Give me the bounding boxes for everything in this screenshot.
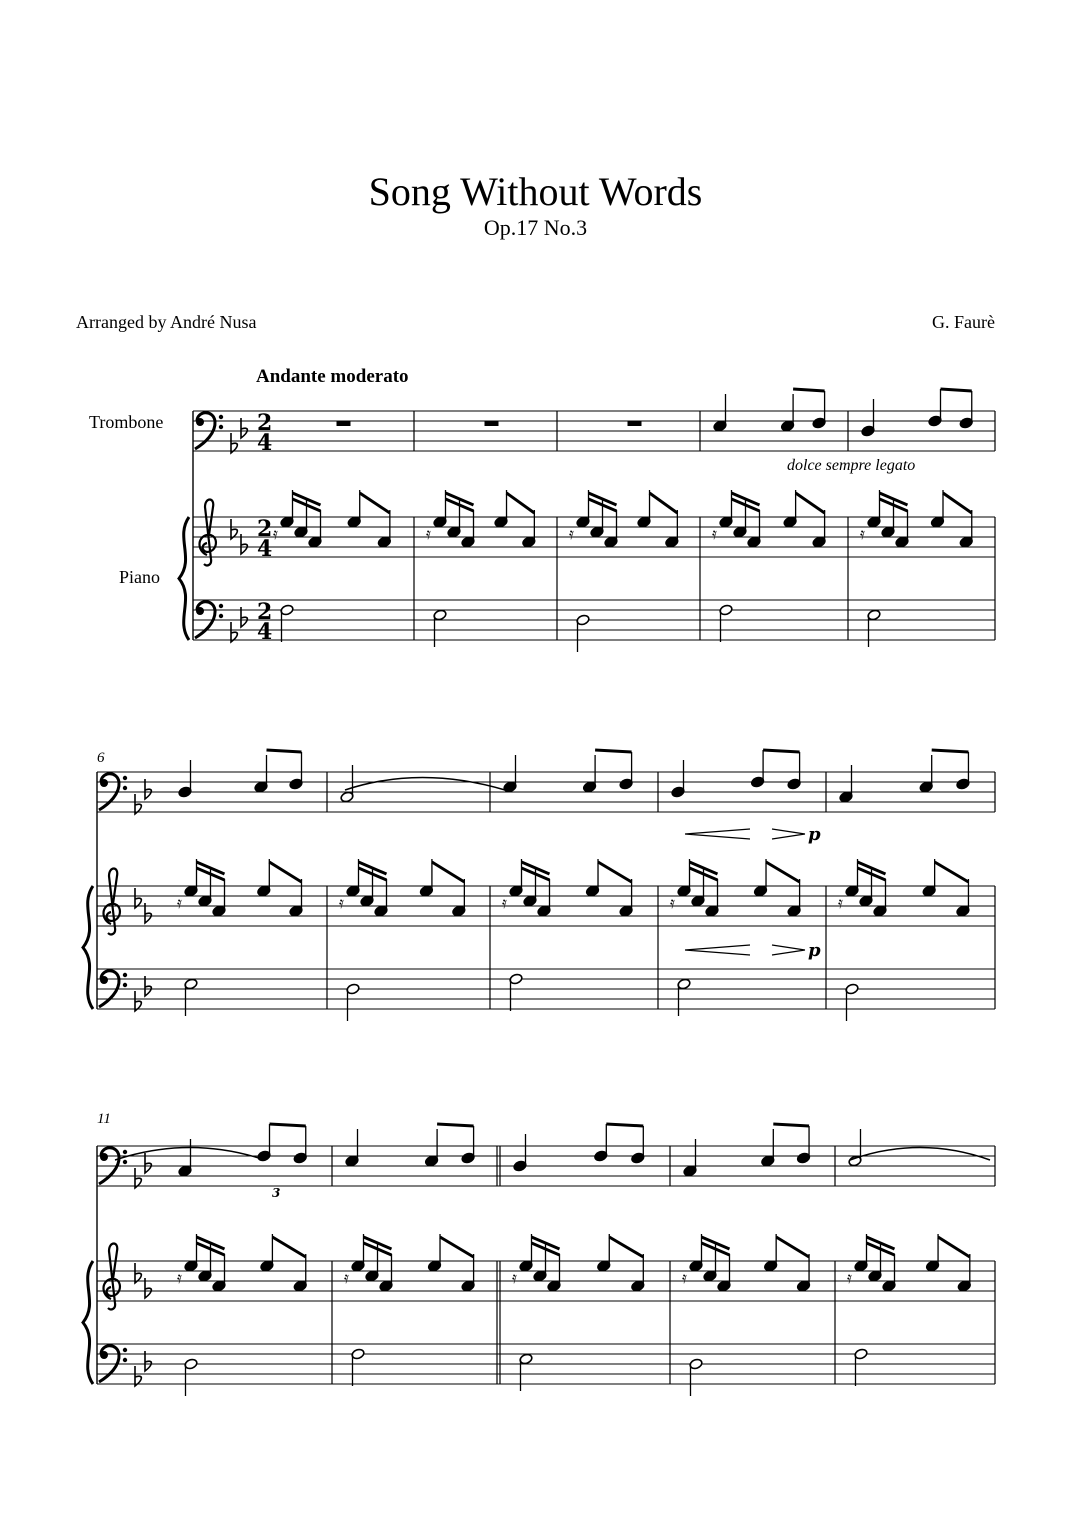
piano-treble-note: [787, 879, 801, 917]
beam: [267, 750, 302, 752]
piano-treble-note: [547, 1254, 561, 1292]
piano-treble-note: [747, 510, 761, 548]
treble-clef-icon: [200, 500, 216, 566]
piano-bass-staff: [97, 969, 995, 1009]
piano-brace: [179, 517, 189, 640]
piano-treble-note: [597, 1234, 611, 1272]
flat-icon: [135, 1263, 141, 1283]
trombone-note: [839, 765, 853, 803]
treble-clef-icon: [104, 869, 120, 935]
piano-treble-note: [461, 510, 475, 548]
tie: [850, 1148, 990, 1161]
piano-treble-note: [959, 510, 973, 548]
whole-rest: [628, 421, 642, 426]
piano-bass-note: [576, 614, 590, 652]
trombone-note: [928, 389, 942, 427]
trombone-staff: [97, 772, 995, 812]
beam: [796, 493, 825, 513]
piano-treble-note: [854, 1234, 868, 1272]
score-title: Song Without Words: [368, 169, 703, 214]
flat-icon: [231, 433, 237, 453]
beam: [763, 750, 800, 752]
piano-treble-note: [705, 879, 719, 917]
measure-number-11: 11: [97, 1111, 111, 1127]
piano-treble-note: [537, 879, 551, 917]
dynamic-p: p: [808, 824, 821, 845]
piano-treble-note: [867, 490, 881, 528]
piano-treble-note: [604, 510, 618, 548]
beam: [507, 493, 535, 513]
beam: [437, 1124, 474, 1126]
piano-treble-note: [519, 1234, 533, 1272]
sixteenth-rest-icon: 𝄿: [682, 1268, 687, 1287]
trombone-note: [812, 391, 826, 429]
piano-bass-note: [184, 1358, 198, 1396]
piano-bass-note: [719, 604, 733, 642]
dynamic-p: p: [808, 940, 821, 961]
time-sig-numerator: 2: [257, 516, 273, 542]
piano-treble-note: [184, 1234, 198, 1272]
whole-rest: [485, 421, 499, 426]
beam: [943, 493, 972, 513]
sixteenth-rest-icon: 𝄿: [344, 1268, 349, 1287]
tempo-marking: Andante moderato: [256, 366, 409, 387]
trombone-note: [713, 394, 727, 432]
flat-icon: [231, 622, 237, 642]
piano-bass-note: [433, 609, 447, 647]
piano-treble-note: [347, 490, 361, 528]
piano-treble-note: [956, 879, 970, 917]
trombone-note: [293, 1126, 307, 1164]
trombone-note: [848, 1129, 862, 1167]
piano-treble-note: [419, 859, 433, 897]
beam: [360, 493, 390, 513]
trombone-note: [761, 1129, 775, 1167]
piano-treble-note: [576, 490, 590, 528]
trombone-note: [751, 750, 765, 788]
flat-icon: [135, 1168, 141, 1188]
piano-treble-note: [494, 490, 508, 528]
beam: [598, 862, 632, 882]
piano-treble-note: [957, 1254, 971, 1292]
piano-treble-note: [379, 1254, 393, 1292]
piano-treble-note: [753, 859, 767, 897]
beam: [938, 1237, 970, 1257]
trombone-note: [503, 755, 517, 793]
trombone-note: [513, 1134, 527, 1172]
beam: [270, 1124, 306, 1126]
sixteenth-rest-icon: 𝄿: [569, 524, 574, 543]
piano-bass-note: [351, 1348, 365, 1386]
trombone-note: [461, 1126, 475, 1164]
piano-bass-note: [867, 609, 881, 647]
piano-treble-note: [873, 879, 887, 917]
piano-treble-note: [631, 1254, 645, 1292]
piano-bass-note: [346, 983, 360, 1021]
sixteenth-rest-icon: 𝄿: [426, 524, 431, 543]
time-sig-denominator: 4: [257, 430, 273, 456]
trombone-note: [787, 752, 801, 790]
piano-treble-note: [374, 879, 388, 917]
piano-treble-note: [293, 1254, 307, 1292]
piano-bass-note: [280, 604, 294, 642]
piano-treble-note: [930, 490, 944, 528]
decrescendo-hairpin: [772, 945, 805, 955]
beam: [776, 1237, 809, 1257]
beam: [606, 1124, 643, 1126]
trombone-note: [631, 1126, 645, 1164]
flat-icon: [135, 794, 141, 814]
piano-treble-note: [280, 490, 294, 528]
piano-treble-note: [845, 859, 859, 897]
score-subtitle: Op.17 No.3: [483, 215, 588, 240]
trombone-note: [861, 399, 875, 437]
beam: [932, 750, 969, 752]
piano-treble-note: [257, 859, 271, 897]
decrescendo-hairpin: [772, 829, 805, 839]
piano-treble-note: [619, 879, 633, 917]
trombone-note: [178, 1139, 192, 1177]
flat-icon: [135, 991, 141, 1011]
piano-treble-note: [346, 859, 360, 897]
piano-treble-note: [260, 1234, 274, 1272]
tuplet-number: 3: [272, 1186, 281, 1200]
beam: [766, 862, 800, 882]
piano-treble-note: [895, 510, 909, 548]
trombone-note: [919, 755, 933, 793]
trombone-note: [345, 1129, 359, 1167]
piano-treble-note: [764, 1234, 778, 1272]
sixteenth-rest-icon: 𝄿: [712, 524, 717, 543]
trombone-note: [683, 1139, 697, 1177]
trombone-label: Trombone: [89, 412, 164, 432]
sixteenth-rest-icon: 𝄿: [273, 524, 278, 543]
piano-treble-note: [812, 510, 826, 548]
flat-icon: [231, 519, 237, 539]
piano-treble-note: [637, 490, 651, 528]
sixteenth-rest-icon: 𝄿: [670, 893, 675, 912]
piano-treble-note: [717, 1254, 731, 1292]
flat-icon: [135, 1366, 141, 1386]
beam: [609, 1237, 643, 1257]
piano-treble-note: [377, 510, 391, 548]
piano-treble-note: [922, 859, 936, 897]
piano-brace: [83, 886, 93, 1009]
beam: [941, 389, 972, 391]
piano-treble-note: [689, 1234, 703, 1272]
sixteenth-rest-icon: 𝄿: [177, 1268, 182, 1287]
piano-treble-note: [452, 879, 466, 917]
sixteenth-rest-icon: 𝄿: [502, 893, 507, 912]
crescendo-hairpin: [685, 945, 750, 955]
piano-treble-note: [882, 1254, 896, 1292]
time-sig-numerator: 2: [257, 410, 273, 436]
crescendo-hairpin: [685, 829, 750, 839]
trombone-note: [594, 1124, 608, 1162]
piano-treble-note: [289, 879, 303, 917]
trombone-note: [796, 1126, 810, 1164]
beam: [935, 862, 969, 882]
measure-number-6: 6: [97, 750, 105, 766]
dolce-expression: dolce sempre legato: [787, 457, 916, 474]
trombone-note: [671, 760, 685, 798]
whole-rest: [337, 421, 351, 426]
piano-treble-note: [308, 510, 322, 548]
trombone-note: [959, 391, 973, 429]
piano-treble-note: [585, 859, 599, 897]
time-sig-numerator: 2: [257, 599, 273, 625]
trombone-note: [583, 755, 597, 793]
trombone-note: [425, 1129, 439, 1167]
piano-treble-note: [665, 510, 679, 548]
piano-treble-note: [433, 490, 447, 528]
piano-treble-note: [351, 1234, 365, 1272]
beam: [269, 862, 301, 882]
beam: [432, 862, 464, 882]
trombone-note: [781, 394, 795, 432]
piano-bass-note: [509, 973, 523, 1011]
trombone-note: [257, 1124, 271, 1162]
beam: [793, 389, 825, 391]
piano-bass-note: [689, 1358, 703, 1396]
piano-bass-note: [677, 978, 691, 1016]
piano-treble-note: [427, 1234, 441, 1272]
sixteenth-rest-icon: 𝄿: [512, 1268, 517, 1287]
beam: [595, 750, 632, 752]
piano-bass-note: [519, 1353, 533, 1391]
sixteenth-rest-icon: 𝄿: [860, 524, 865, 543]
composer-credit: G. Faurè: [932, 312, 995, 332]
sixteenth-rest-icon: 𝄿: [847, 1268, 852, 1287]
trombone-staff: [193, 411, 995, 451]
sixteenth-rest-icon: 𝄿: [177, 893, 182, 912]
sixteenth-rest-icon: 𝄿: [838, 893, 843, 912]
piano-bass-note: [845, 983, 859, 1021]
piano-treble-note: [783, 490, 797, 528]
flat-icon: [135, 888, 141, 908]
trombone-note: [254, 755, 268, 793]
trombone-note: [956, 752, 970, 790]
piano-treble-note: [212, 879, 226, 917]
piano-treble-note: [184, 859, 198, 897]
piano-treble-note: [925, 1234, 939, 1272]
trombone-note: [178, 760, 192, 798]
piano-treble-note: [796, 1254, 810, 1292]
piano-bass-note: [854, 1348, 868, 1386]
sixteenth-rest-icon: 𝄿: [339, 893, 344, 912]
tie: [345, 778, 505, 791]
beam: [773, 1124, 809, 1126]
beam: [440, 1237, 474, 1257]
piano-treble-note: [719, 490, 733, 528]
trombone-note: [340, 765, 354, 803]
piano-treble-note: [212, 1254, 226, 1292]
piano-treble-note: [677, 859, 691, 897]
piano-brace: [83, 1261, 93, 1384]
beam: [272, 1237, 305, 1257]
arranger-credit: Arranged by André Nusa: [76, 312, 257, 332]
trombone-note: [619, 752, 633, 790]
time-sig-denominator: 4: [257, 536, 273, 562]
piano-treble-note: [522, 510, 536, 548]
beam: [650, 493, 678, 513]
treble-clef-icon: [104, 1244, 120, 1310]
time-sig-denominator: 4: [257, 619, 273, 645]
piano-treble-note: [461, 1254, 475, 1292]
piano-label: Piano: [119, 567, 161, 587]
trombone-note: [289, 752, 303, 790]
piano-treble-note: [509, 859, 523, 897]
piano-bass-note: [184, 978, 198, 1016]
